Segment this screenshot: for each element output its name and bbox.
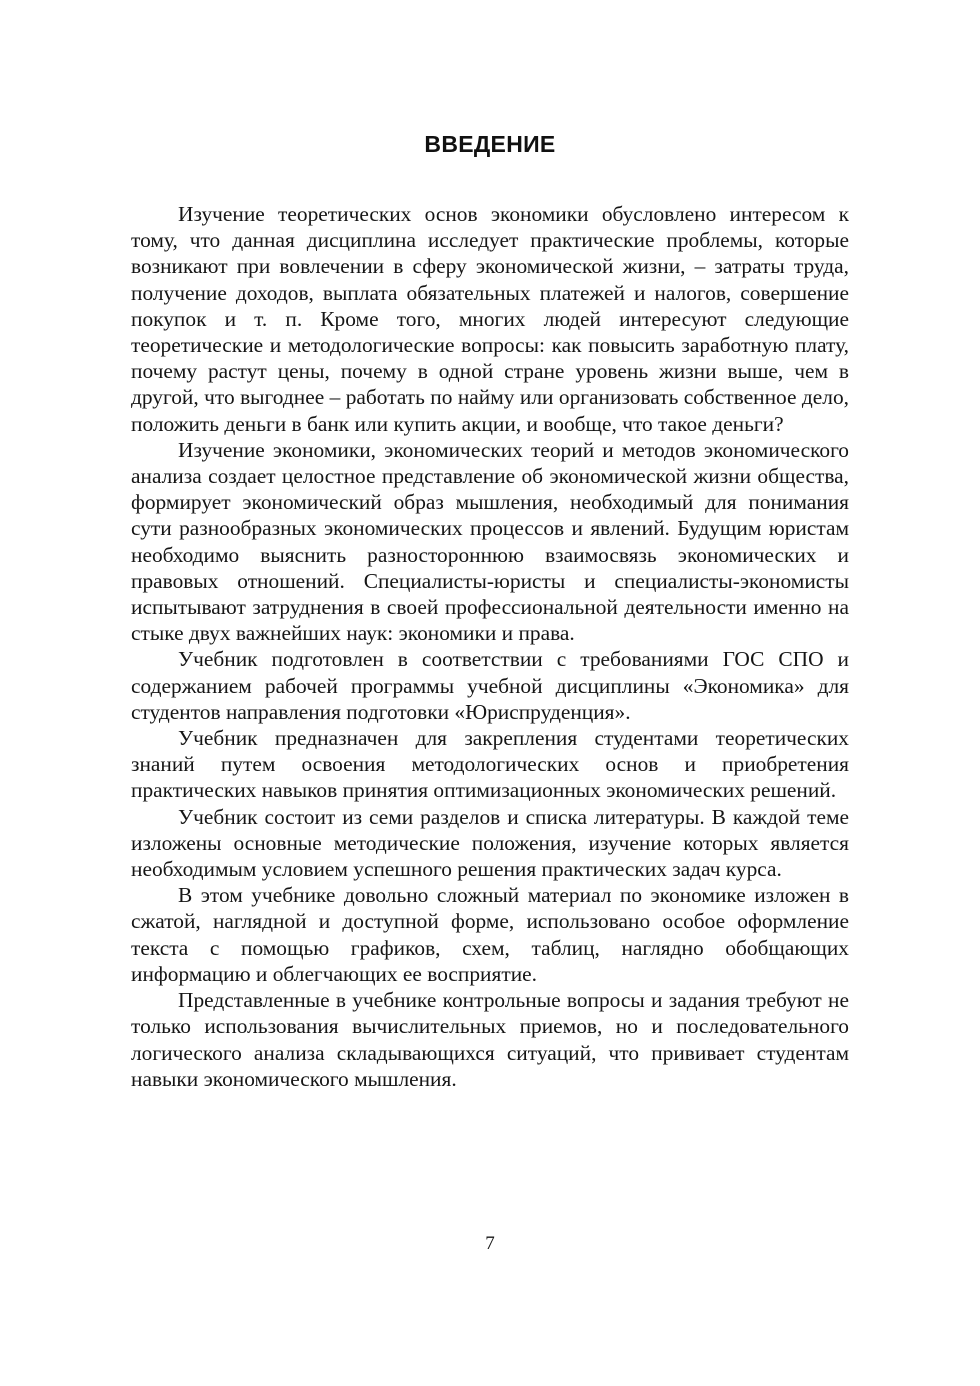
body-text [131,201,849,1092]
page-number: 7 [485,1233,495,1254]
page-title: ВВЕДЕНИЕ [424,131,556,157]
paragraph: Представленные в учебнике контрольные вопросы и задания требуют не только использования вычислительных приемов, но и последовательного логического анализа складывающихся ситуаций, что прививает студентам навыки экономического мышления. [131,988,849,1091]
paragraph: Изучение экономики, экономических теорий и методов экономического анализа создает целостное представление об экономической жизни общества, формирует экономический образ мышления, необходимый для понимания сути разнообразных экономических процессов и явлений. Будущим юристам необходимо выяснить разностороннюю взаимосвязь экономических и правовых отношений. Специалисты-юристы и специалисты-экономисты испытывают затруднения в своей профессиональной деятельности именно на стыке двух важнейших наук: экономики и права. [131,437,849,646]
paragraph: Учебник состоит из семи разделов и списка литературы. В каждой теме изложены основные методические положения, изучение которых является необходимым условием успешного решения практических задач курса. [131,804,849,882]
paragraph: Учебник предназначен для закрепления студентами теоретических знаний путем освоения методологических основ и приобретения практических навыков принятия оптимизационных экономических решений. [131,726,849,803]
paragraph: В этом учебнике довольно сложный материал по экономике изложен в сжатой, наглядной и доступной форме, использовано особое оформление текста с помощью графиков, схем, таблиц, наглядно обобщающих информацию и облегчающих ее восприятие. [131,883,849,986]
paragraph: Учебник подготовлен в соответствии с требованиями ГОС СПО и содержанием рабочей программы учебной дисциплины «Экономика» для студентов направления подготовки «Юриспруденция». [131,647,849,724]
paragraph: Изучение теоретических основ экономики обусловлено интересом к тому, что данная дисциплина исследует практические проблемы, которые возникают при вовлечении в сферу экономической жизни, – затраты труда, получение доходов, выплата обязательных платежей и налогов, совершение покупок и т. п. Кроме того, многих людей интересуют следующие теоретические и методологические вопросы: как повысить заработную плату, почему растут цены, почему в одной стране уровень жизни выше, чем в другой, что выгоднее – работать по найму или организовать собственное дело, положить деньги в банк или купить акции, и вообще, что такое деньги? [131,202,849,436]
